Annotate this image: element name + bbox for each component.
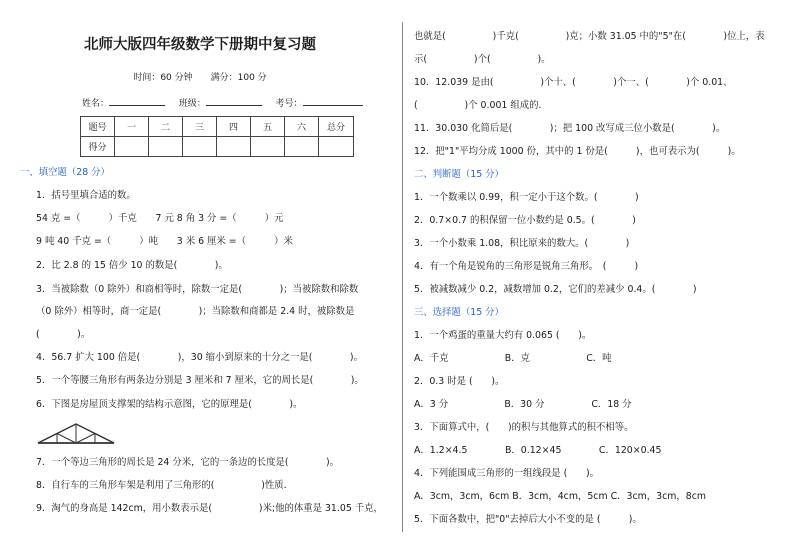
score-table [80,116,354,157]
truss-brace-outer-right [95,434,114,444]
name-label: 姓名： [82,99,110,109]
question-line: 9 吨 40 千克 =（ ）吨 3 米 6 厘米 =（ ）米 [36,236,293,247]
score-header-cell: 二 [149,117,183,137]
question-line: 54 克 =（ ）千克 7 元 8 角 3 分 =（ ）元 [36,213,284,224]
question-line: 2．比 2.8 的 15 倍少 10 的数是( )。 [36,260,228,271]
question-line: 也就是( )千克( )克；小数 31.05 中的"5"在( )位上，表 [414,31,765,42]
question-line: 3．下面算式中，( )的积与其他算式的积不相等。 [414,422,634,433]
question-line: 示( )个( )。 [414,54,551,65]
score-value-row [81,137,354,157]
truss-brace-left [57,434,76,444]
answer-options: A．千克 B．克 C．吨 [414,353,612,364]
section-heading-fill-in: 一、填空题（28 分） [20,167,110,178]
exam-meta: 时间：60 分钟 满分：100 分 [133,73,267,83]
column-divider [402,22,403,532]
score-header-cell: 六 [285,117,319,137]
question-line: 7．一个等边三角形的周长是 24 分米，它的一条边的长度是( )。 [36,457,340,468]
answer-options: A．1.2×4.5 B．0.12×45 C．120×0.45 [414,445,662,456]
score-header-cell: 总分 [319,117,354,137]
score-cell[interactable] [183,137,217,157]
question-line: 2．0.7×0.7 的积保留一位小数约是 0.5。( ) [414,215,636,226]
section-heading-true-false: 二、判断题（15 分） [414,169,504,180]
question-line: 12．把"1"平均分成 1000 份，其中的 1 份是( )，也可表示为( )。 [414,146,741,157]
answer-options: A．3 分 B．30 分 C．18 分 [414,399,632,410]
question-line: 5．下面各数中，把"0"去掉后大小不变的是 ( )。 [414,514,642,525]
question-line: 2．0.3 时是 ( )。 [414,376,505,387]
score-header-row [81,117,354,137]
truss-brace-outer-left [38,434,57,444]
truss-brace-right [76,434,95,444]
score-cell[interactable] [149,137,183,157]
question-line: 9．淘气的身高是 142cm，用小数表示是( )米;他的体重是 31.05 千克， [36,503,383,514]
question-line: 3．当被除数（0 除外）和商相等时，除数一定是( )；当被除数和除数 [36,284,359,295]
score-header-cell: 四 [217,117,251,137]
question-line: （0 除外）相等时，商一定是( )；当除数和商都是 2.4 时，被除数是 [36,306,355,317]
number-label: 考号： [275,99,303,109]
question-line: 5．一个等腰三角形有两条边分别是 3 厘米和 7 厘米，它的周长是( )。 [36,375,364,386]
roof-truss-diagram [36,421,116,447]
student-info-row [82,96,363,109]
score-cell[interactable] [217,137,251,157]
question-line: ( )个 0.001 组成的． [414,100,548,111]
question-line: ( )。 [36,329,91,340]
question-line: 10．12.039 是由( )个十、( )个一、( )个 0.01、 [414,77,733,88]
number-field[interactable] [303,96,363,106]
score-header-cell: 三 [183,117,217,137]
class-label: 班级： [178,99,206,109]
score-cell[interactable] [285,137,319,157]
score-row-label: 得分 [81,137,115,157]
question-line: 4．下列能围成三角形的一组线段是 ( )。 [414,468,600,479]
question-line: 4．56.7 扩大 100 倍是( )，30 缩小到原来的十分之一是( )。 [36,352,363,363]
score-cell[interactable] [319,137,354,157]
score-cell[interactable] [251,137,285,157]
question-line: 8．自行车的三角形车架是利用了三角形的( )性质． [36,480,294,491]
score-header-cell: 题号 [81,117,115,137]
answer-options: A．3cm，3cm，6cm B．3cm，4cm，5cm C．3cm，3cm，8cm [414,491,706,502]
page-title: 北师大版四年级数学下册期中复习题 [84,37,316,53]
section-heading-multiple-choice: 三、选择题（15 分） [414,307,504,318]
class-field[interactable] [206,96,262,106]
question-line: 5．被减数减少 0.2，减数增加 0.2，它们的差减少 0.4。( ) [414,284,697,295]
score-header-cell: 五 [251,117,285,137]
score-cell[interactable] [115,137,149,157]
question-line: 1．一个鸡蛋的重量大约有 0.065 ( )。 [414,330,592,341]
question-line: 3．一个小数乘 1.08，积比原来的数大。( ) [414,238,630,249]
question-line: 6．下图是房屋顶支撑架的结构示意图，它的原理是( )。 [36,399,303,410]
question-line: 1．一个数乘以 0.99，积一定小于这个数。( ) [414,192,639,203]
question-line: 11．30.030 化简后是( )；把 100 改写成三位小数是( )。 [414,123,726,134]
score-header-cell: 一 [115,117,149,137]
question-line: 4．有一个角是锐角的三角形是锐角三角形。 ( ) [414,261,639,272]
name-field[interactable] [109,96,165,106]
question-line: 1．括号里填合适的数。 [36,190,136,201]
